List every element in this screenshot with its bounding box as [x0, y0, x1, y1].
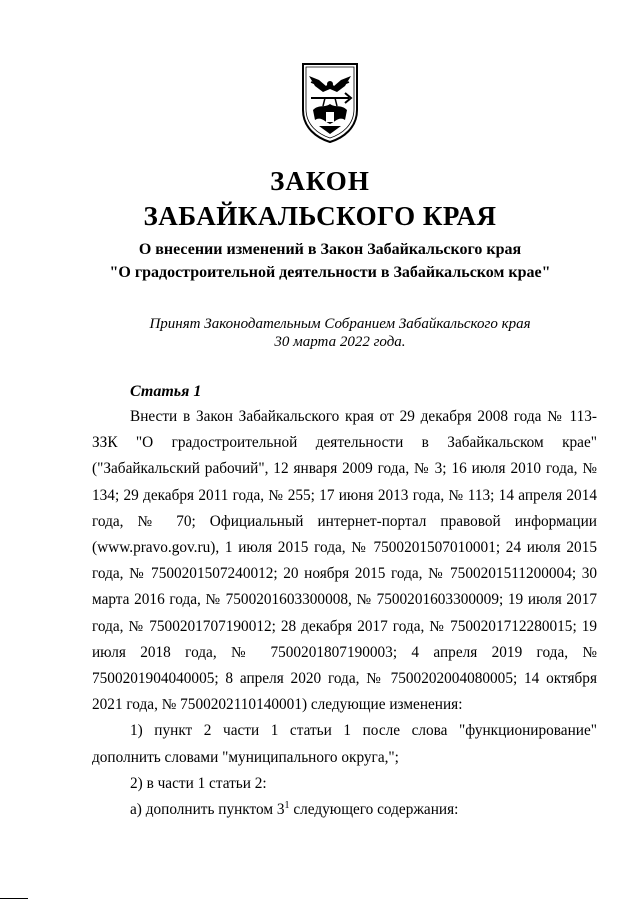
amendment-item-2a [92, 797, 597, 823]
item-2a-superscript: 1 [284, 799, 290, 811]
document-title: ЗАКОН [270, 166, 370, 196]
adoption-date: 30 марта 2022 года. [274, 334, 406, 350]
law-subject-line1: О внесении изменений в Закон Забайкальского края [138, 241, 522, 258]
document-region: ЗАБАЙКАЛЬСКОГО КРАЯ [143, 201, 497, 231]
coat-of-arms-emblem [299, 62, 361, 144]
article-intro-paragraph: Внести в Закон Забайкальского края от 29 декабря 2008 года № 113-ЗЗК "О градостроительной деятельности в Забайкальском крае" ("Забайкальский рабочий", 12 января 2009 года, № 3; 16 июля 2010 года, № 134; 29 декабря 2011 года, № 255; 17 июня 2013 года, № 113; 14 апреля 2014 года, № 70; Официальный интернет-портал правовой информации (www.pravo.gov.ru), 1 июля 2015 года, № 7500201507010001; 24 июля 2015 года, № 7500201507240012; 20 ноября 2015 года, № 7500201511200004; 30 марта 2016 года, № 7500201603300008, № 7500201603300009; 19 июля 2017 года, № 7500201707190012; 28 декабря 2017 года, № 7500201712280015; 19 июля 2018 года, № 7500201807190003; 4 апреля 2019 года, № 7500201904040005; 8 апреля 2020 года, № 7500202004080005; 14 октября 2021 года, № 7500202110140001) следующие изменения: [92, 408, 597, 714]
article-body [92, 404, 597, 823]
law-subject-line2: "О градостроительной деятельности в Забайкальском крае" [109, 264, 551, 281]
amendment-item-2: 2) в части 1 статьи 2: [130, 774, 267, 792]
footnote-divider [0, 898, 28, 899]
amendment-item-1: 1) пункт 2 части 1 статьи 1 после слова "функционирование" дополнить словами "муниципального округа,"; [92, 722, 597, 766]
item-2a-text: а) дополнить пунктом 3 [130, 801, 285, 819]
item-2a-text-end: следующего содержания: [289, 801, 459, 819]
article-heading: Статья 1 [130, 383, 202, 400]
adoption-note: Принят Законодательным Собранием Забайкальского края [149, 316, 531, 332]
